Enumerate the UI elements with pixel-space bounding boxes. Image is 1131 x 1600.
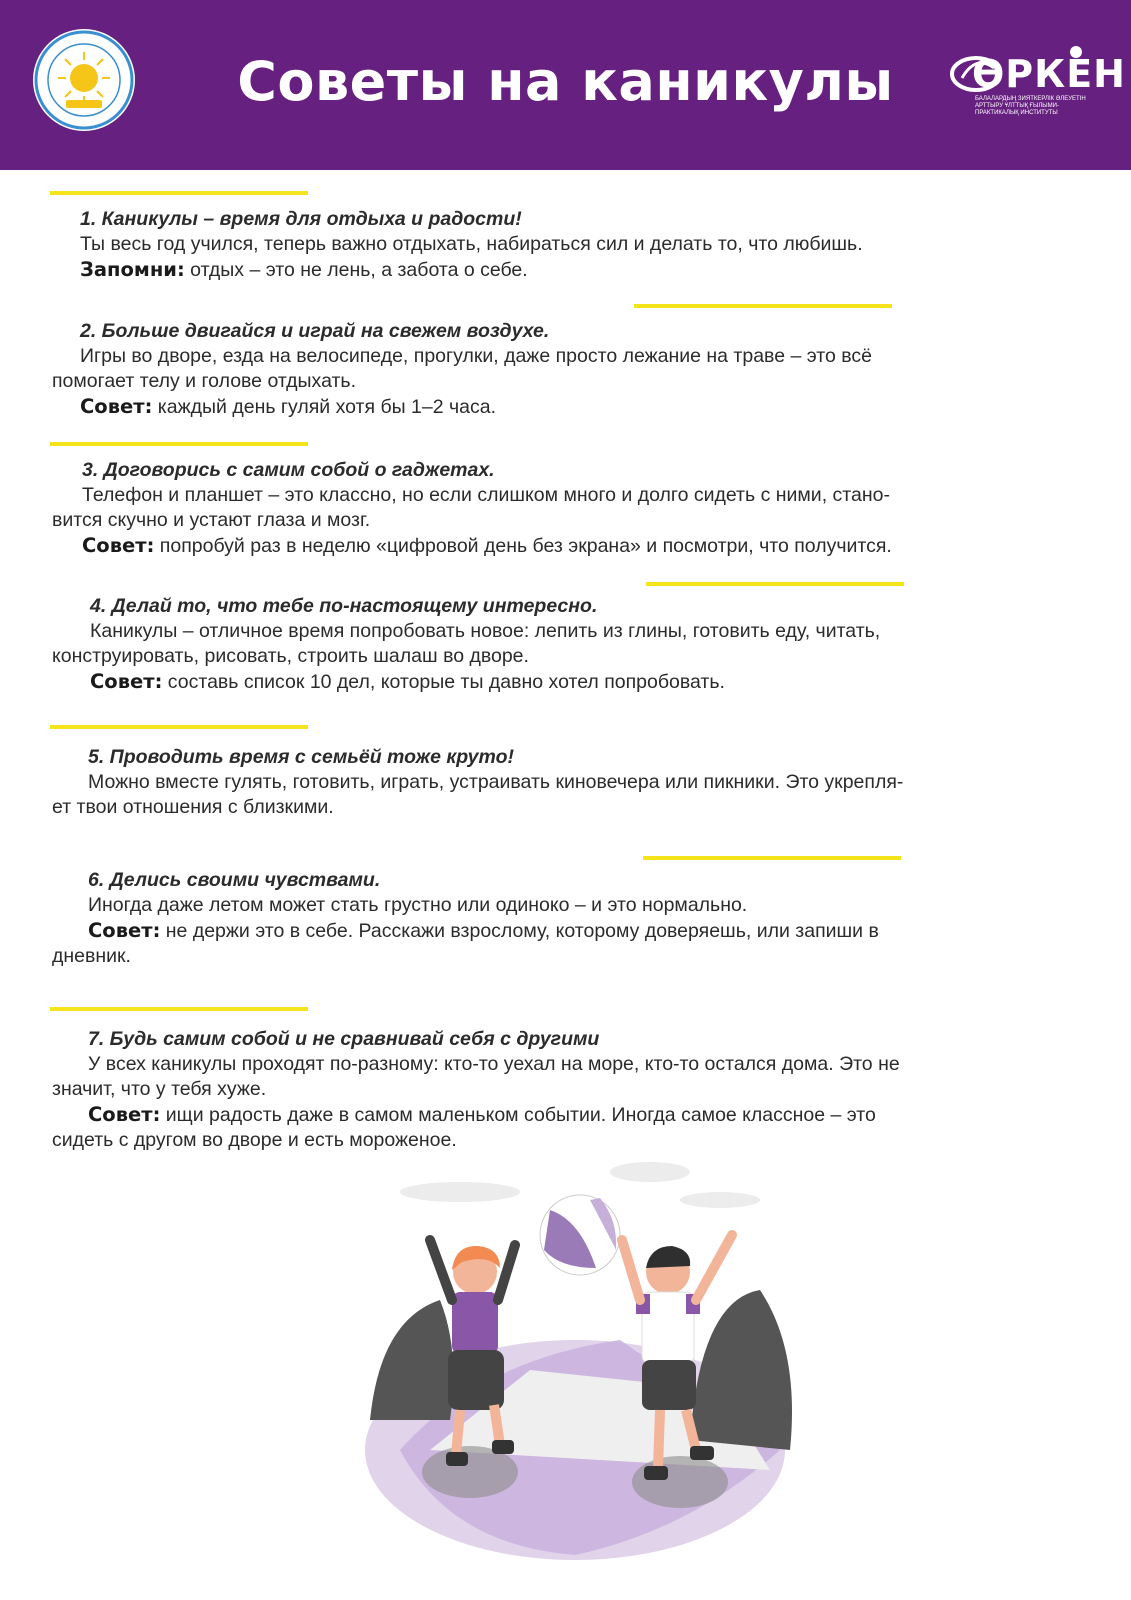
tip-section-6 bbox=[52, 868, 1092, 969]
section-text: ет твои отношения с близкими. bbox=[52, 796, 334, 818]
section-heading: 7. Будь самим собой и не сравнивай себя с другими bbox=[88, 1028, 600, 1050]
section-text: Ты весь год учился, теперь важно отдыхать, набираться сил и делать то, что любишь. bbox=[80, 233, 863, 255]
divider-line bbox=[50, 191, 308, 195]
divider-line bbox=[646, 582, 904, 586]
tip-label: Совет: bbox=[80, 395, 153, 418]
brand-name: ӨРКЕН bbox=[972, 52, 1126, 96]
tip-section-4 bbox=[52, 594, 1092, 695]
section-text: Можно вместе гулять, готовить, играть, устраивать киновечера или пикники. Это укрепля- bbox=[88, 771, 904, 793]
tip-label: Совет: bbox=[90, 670, 163, 693]
header-banner bbox=[0, 0, 1131, 170]
tip-section-1 bbox=[52, 207, 1092, 283]
tip-text: дневник. bbox=[52, 945, 131, 967]
section-text: значит, что у тебя хуже. bbox=[52, 1078, 267, 1100]
section-heading: 6. Делись своими чувствами. bbox=[88, 869, 381, 891]
section-heading: 4. Делай то, что тебе по-настоящему интересно. bbox=[90, 595, 598, 617]
tip-section-3 bbox=[52, 458, 1092, 559]
tip-section-5 bbox=[52, 745, 1092, 820]
tip-label: Совет: bbox=[82, 534, 155, 557]
brand-subtitle: БАЛАЛАРДЫҢ ЗИЯТКЕРЛІК ӘЛЕУЕТІН АРТТЫРУ ҰЛТТЫҚ ҒЫЛЫМИ-ПРАКТИКАЛЫҚ ИНСТИТУТЫ bbox=[975, 96, 1086, 116]
tip-label: Совет: bbox=[88, 919, 161, 942]
tip-text: отдых – это не лень, а забота о себе. bbox=[184, 259, 528, 281]
divider-line bbox=[50, 1007, 308, 1011]
tip-text: ищи радость даже в самом маленьком событии. Иногда самое классное – это bbox=[160, 1104, 876, 1126]
section-text: помогает телу и голове отдыхать. bbox=[52, 370, 356, 392]
section-text: Каникулы – отличное время попробовать новое: лепить из глины, готовить еду, читать, bbox=[90, 620, 881, 642]
section-text: Телефон и планшет – это классно, но если слишком много и долго сидеть с ними, стано- bbox=[82, 484, 890, 506]
divider-line bbox=[50, 442, 308, 446]
divider-line bbox=[634, 304, 892, 308]
page-title: Советы на каникулы bbox=[237, 50, 894, 113]
tip-text: каждый день гуляй хотя бы 1–2 часа. bbox=[152, 396, 497, 418]
section-text: У всех каникулы проходят по-разному: кто-то уехал на море, кто-то остался дома. Это не bbox=[88, 1053, 900, 1075]
divider-line bbox=[50, 725, 308, 729]
section-text: конструировать, рисовать, строить шалаш во дворе. bbox=[52, 645, 529, 667]
tip-text: составь список 10 дел, которые ты давно хотел попробовать. bbox=[162, 671, 725, 693]
section-text: Иногда даже летом может стать грустно или одиноко – и это нормально. bbox=[88, 894, 748, 916]
section-heading: 5. Проводить время с семьёй тоже круто! bbox=[88, 746, 515, 768]
tip-text: сидеть с другом во дворе и есть мороженое. bbox=[52, 1129, 457, 1151]
tip-label: Запомни: bbox=[80, 258, 185, 281]
tip-section-7 bbox=[52, 1027, 1092, 1153]
kids-playing-ball-illustration bbox=[360, 1150, 800, 1570]
section-heading: 3. Договорись с самим собой о гаджетах. bbox=[82, 459, 495, 481]
section-heading: 1. Каникулы – время для отдыха и радости! bbox=[80, 208, 522, 230]
divider-line bbox=[643, 856, 901, 860]
tip-text: не держи это в себе. Расскажи взрослому, которому доверяешь, или запиши в bbox=[160, 920, 879, 942]
section-text: вится скучно и устают глаза и мозг. bbox=[52, 509, 371, 531]
tip-label: Совет: bbox=[88, 1103, 161, 1126]
section-heading: 2. Больше двигайся и играй на свежем воздухе. bbox=[80, 320, 550, 342]
section-text: Игры во дворе, езда на велосипеде, прогулки, даже просто лежание на траве – это всё bbox=[80, 345, 872, 367]
tip-section-2 bbox=[52, 319, 1092, 420]
tip-text: попробуй раз в неделю «цифровой день без экрана» и посмотри, что получится. bbox=[154, 535, 892, 557]
